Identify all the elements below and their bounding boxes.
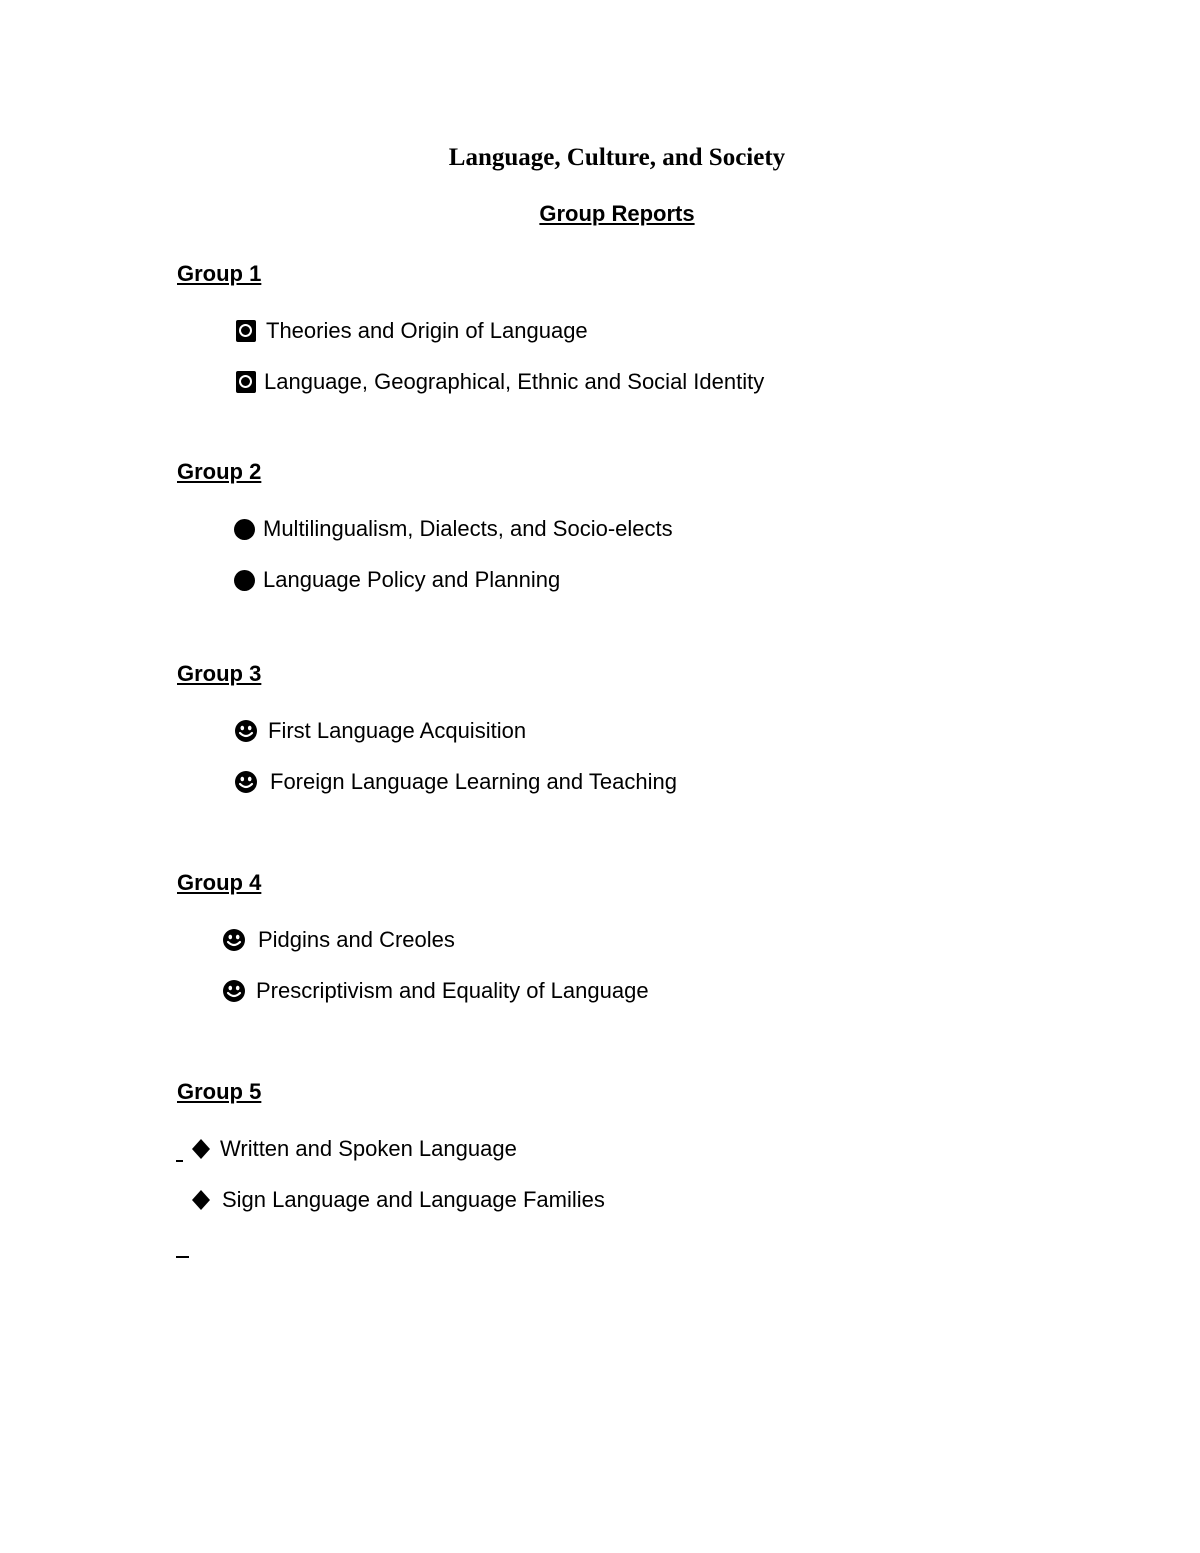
list-item-label: Theories and Origin of Language: [266, 318, 588, 343]
document-title: Language, Culture, and Society: [448, 144, 786, 171]
list-item: [234, 514, 673, 544]
list-item: [234, 767, 677, 797]
list-item-label: Prescriptivism and Equality of Language: [256, 978, 649, 1003]
group-2-heading: Group 2: [177, 459, 262, 484]
circle-in-square-icon: [236, 320, 256, 342]
group-1-heading: Group 1: [177, 261, 262, 286]
list-item: [192, 1134, 517, 1164]
document-subtitle: Group Reports: [539, 201, 695, 226]
list-item: [236, 367, 764, 397]
group-5-heading: Group 5: [177, 1079, 262, 1104]
dash-mark: [176, 1160, 183, 1162]
list-item: [222, 925, 455, 955]
diamond-icon: [192, 1190, 210, 1210]
list-item-label: Foreign Language Learning and Teaching: [270, 769, 677, 794]
dash-mark: [176, 1256, 189, 1258]
circle-in-square-icon: [236, 371, 256, 393]
list-item: [234, 716, 526, 746]
group-3-heading: Group 3: [177, 661, 262, 686]
list-item-label: Language Policy and Planning: [263, 567, 561, 592]
diamond-icon: [192, 1139, 210, 1159]
list-item: [234, 565, 560, 595]
smiley-icon: [234, 770, 258, 794]
list-item-label: Multilingualism, Dialects, and Socio-elects: [263, 516, 673, 541]
group-4-heading: Group 4: [177, 870, 262, 895]
filled-circle-icon: [234, 519, 255, 540]
list-item-label: Sign Language and Language Families: [222, 1187, 605, 1212]
list-item: [236, 316, 588, 346]
list-item-label: Language, Geographical, Ethnic and Social Identity: [264, 369, 765, 394]
smiley-icon: [234, 719, 258, 743]
filled-circle-icon: [234, 570, 255, 591]
smiley-icon: [222, 979, 246, 1003]
smiley-icon: [222, 928, 246, 952]
list-item-label: First Language Acquisition: [268, 718, 527, 743]
list-item-label: Pidgins and Creoles: [258, 927, 455, 952]
list-item-label: Written and Spoken Language: [220, 1136, 517, 1161]
list-item: [192, 1185, 605, 1215]
list-item: [222, 976, 649, 1006]
